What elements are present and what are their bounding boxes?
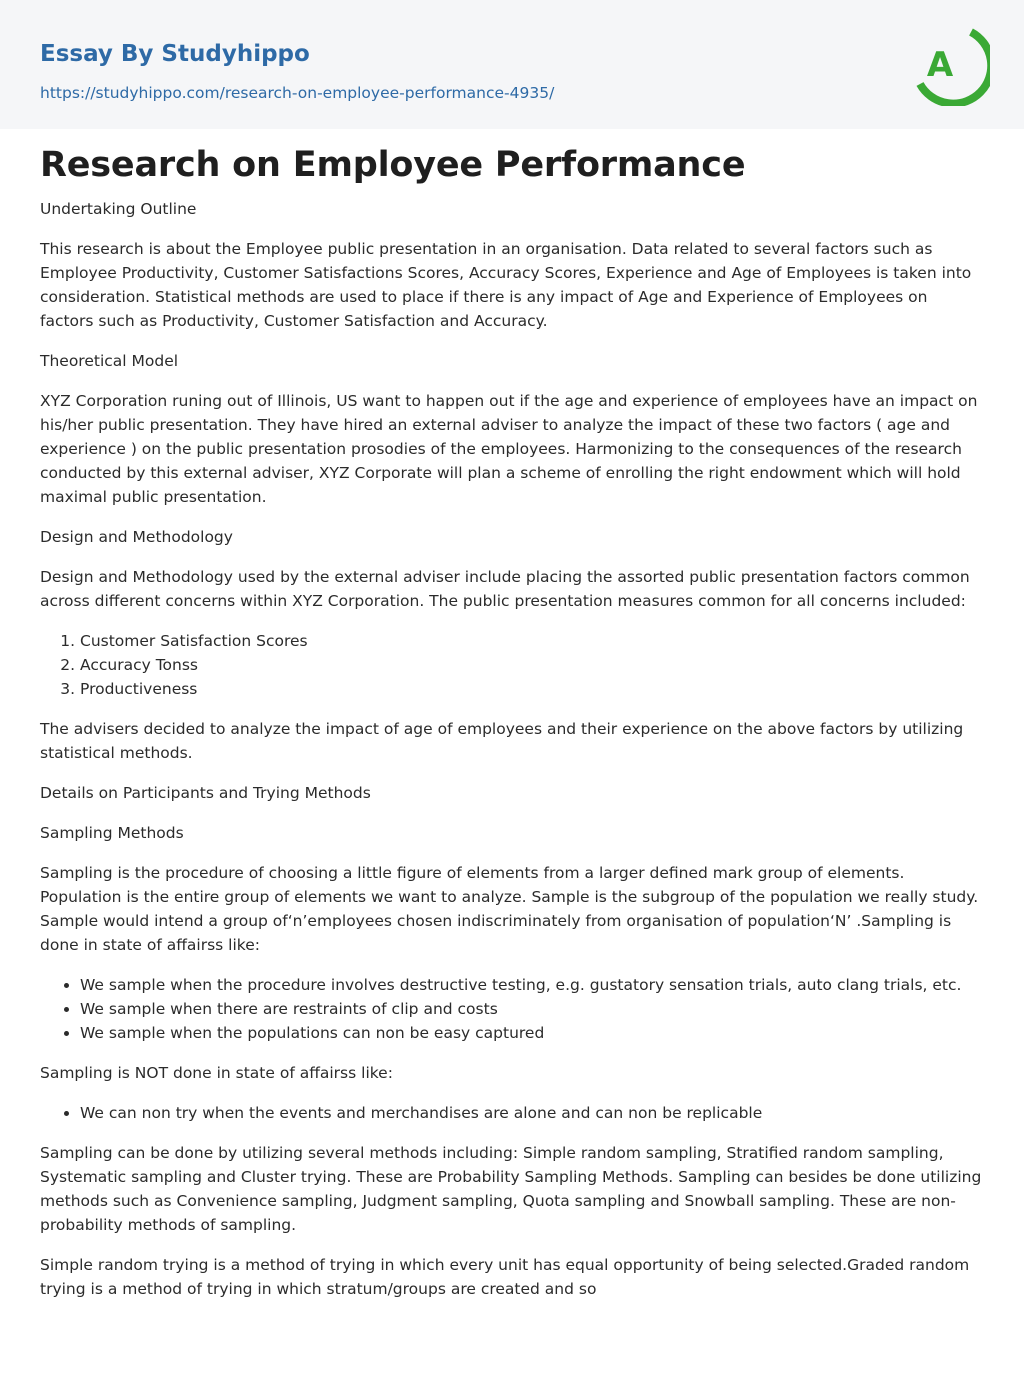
paragraph: Sampling is the procedure of choosing a little figure of elements from a larger defined mark group of elements. Population is the entire group of elements we want to analyze. Sample is the subgroup of the population we really study. Sample would intend a group of‘n’employees chosen indiscriminately from organisation of population‘N’ .Sampling is done in state of affairss like:: [40, 864, 979, 954]
paragraph: Sampling can be done by utilizing several methods including: Simple random sampling, Stratified random sampling, Systematic sampling and Cluster trying. These are Probability Sampling Methods. Sampling can besides be done utilizing methods such as Convenience sampling, Judgment sampling, Quota sampling and Snowball sampling. These are non-probability methods of sampling.: [40, 1144, 982, 1234]
brand-title[interactable]: Essay By Studyhippo: [40, 41, 310, 67]
paragraph: Simple random trying is a method of trying in which every unit has equal opportunity of being selected.Graded random trying is a method of trying in which stratum/groups are created and so: [40, 1256, 970, 1298]
measures-list: [40, 629, 985, 701]
paragraph: This research is about the Employee public presentation in an organisation. Data related to several factors such as Employee Productivity, Customer Satisfactions Scores, Accuracy Scores, Experience and Age of Employees is taken into consideration. Statistical methods are used to place if there is any impact of Age and Experience of Employees on factors such as Productivity, Customer Satisfaction and Accuracy.: [40, 240, 972, 330]
list-item: 3. Productiveness: [80, 677, 985, 701]
list-item: • We sample when the procedure involves destructive testing, e.g. gustatory sensation trials, auto clang trials, etc.: [80, 973, 985, 997]
section-heading: Theoretical Model: [40, 352, 179, 370]
list-item: • We can non try when the events and merchandises are alone and can non be replicable: [80, 1101, 985, 1125]
paragraph: XYZ Corporation runing out of Illinois, US want to happen out if the age and experience of employees have an impact on his/her public presentation. They have hired an external adviser to analyze the impact of these two factors ( age and experience ) on the public presentation prosodies of the employees. Harmonizing to the consequences of the research conducted by this external adviser, XYZ Corporate will plan a scheme of enrolling the right endowment which will hold maximal public presentation.: [40, 392, 978, 506]
section-heading: Undertaking Outline: [40, 200, 197, 218]
list-item: • We sample when there are restraints of clip and costs: [80, 997, 985, 1021]
section-heading: Details on Participants and Trying Methods: [40, 784, 371, 802]
list-item: • We sample when the populations can non be easy captured: [80, 1021, 985, 1045]
studyhippo-logo-icon[interactable]: [910, 18, 990, 106]
list-item: 2. Accuracy Tonss: [80, 653, 985, 677]
sampling-cases-list: [40, 973, 985, 1045]
section-heading: Sampling Methods: [40, 824, 184, 842]
paragraph: Design and Methodology used by the external adviser include placing the assorted public presentation factors common across different concerns within XYZ Corporation. The public presentation measures common for all concerns included:: [40, 568, 970, 610]
section-heading: Design and Methodology: [40, 528, 233, 546]
page-title: Research on Employee Performance: [40, 145, 746, 185]
logo-letter: A: [926, 45, 954, 85]
essay-body: [40, 197, 985, 1317]
no-sampling-list: [40, 1101, 985, 1125]
paragraph: The advisers decided to analyze the impact of age of employees and their experience on the above factors by utilizing statistical methods.: [40, 720, 964, 762]
paragraph: Sampling is NOT done in state of affairss like:: [40, 1064, 393, 1082]
source-url-link[interactable]: https://studyhippo.com/research-on-employee-performance-4935/: [40, 84, 555, 102]
list-item: 1. Customer Satisfaction Scores: [80, 629, 985, 653]
